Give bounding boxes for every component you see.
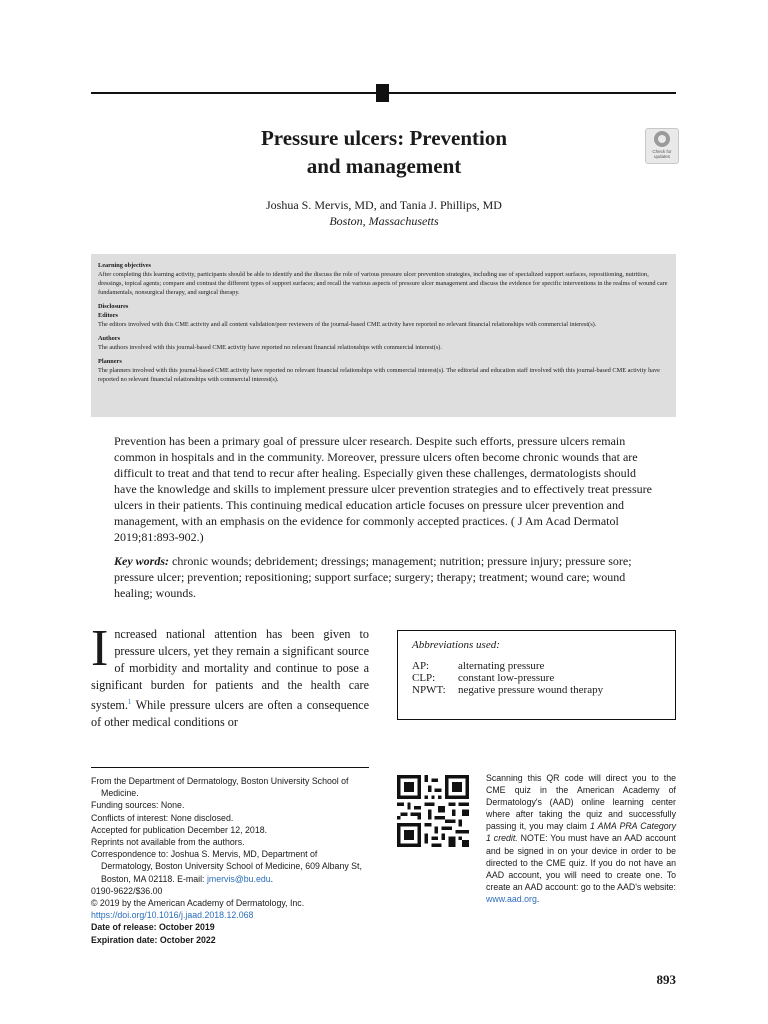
abstract: Prevention has been a primary goal of pressure ulcer research. Despite such efforts, pressure ulcers remain common in hospitals and in the community. Moreover, pressure ulcers often become chronic wounds that are difficult to treat and that tend to recur after healing. Especially given these challenges, dermatologists should have the knowledge and skills to implement pressure ulcer prevention strategies and to effectively treat pressure ulcers in their patients. This continuing medical education article focuses on pressure ulcer prevention and management, with an emphasis on the evidence for commonly accepted practices. ( J Am Acad Dermatol 2019;81:893-902.) — [114, 434, 652, 544]
abbreviation-key: NPWT: — [412, 684, 446, 696]
copyright-note: © 2019 by the American Academy of Dermatology, Inc. — [91, 898, 305, 909]
abbreviation-key: CLP: — [412, 672, 436, 684]
objectives-text: After completing this learning activity, participants should be able to identify and the discuss the role of various pressure ulcer prevention strategies, including use of specialized support surfaces, repositioning, nutrition, dressings, topical agents; compare and contrast the different types of support surfaces; and recall the various aspects of pressure ulcer management and discuss the evidence for specific interventions in the realms of wound care fundamentals, nonsurgical therapy, and surgical therapy. — [98, 271, 668, 296]
correspondence-note — [91, 848, 369, 885]
planners-heading: Planners — [98, 358, 122, 365]
funding-note: Funding sources: None. — [91, 800, 185, 811]
author-names: Joshua S. Mervis, MD, and Tania J. Phillips, MD — [266, 198, 502, 212]
affiliation-note: From the Department of Dermatology, Boston University School of Medicine. — [91, 776, 349, 799]
release-date: Date of release: October 2019 — [91, 922, 215, 933]
drop-cap: I — [91, 620, 109, 677]
author-location: Boston, Massachusetts — [329, 214, 439, 228]
correspondence-end: . — [270, 873, 274, 884]
article-title — [150, 124, 618, 180]
expiration-date: Expiration date: October 2022 — [91, 934, 216, 945]
authors-disclosure-text: The authors involved with this journal-based CME activity have reported no relevant financial relationships with commercial interest(s). — [98, 344, 442, 351]
reference-link[interactable]: 1 — [127, 698, 132, 706]
footnotes — [91, 775, 369, 946]
abbreviations-box — [397, 630, 676, 720]
objectives-heading: Learning objectives — [98, 262, 151, 269]
keywords-label: Key words: — [114, 554, 169, 568]
check-for-updates-badge[interactable] — [645, 128, 679, 164]
qr-text-2: NOTE: You must have an AAD account and be signed in on your device in order to be directed to the CME quiz. If you do not have an AAD account, you will need to create one. To create an AAD account: go to the AAD's website: — [486, 833, 677, 892]
qr-text-end: . — [536, 893, 540, 904]
planners-text: The planners involved with this journal-based CME activity have reported no relevant financial relationships with commercial interest(s). The editorial and education staff involved with this journal-based CME activity have reported no relevant financial relationships with commercial interest(s). — [98, 367, 660, 383]
title-line-1: Pressure ulcers: Prevention — [260, 126, 508, 150]
correspondence-text: Correspondence to: Joshua S. Mervis, MD, Department of Dermatology, Boston University School of Medicine, 609 Albany St, Boston, MA 02118. E-mail: — [91, 849, 362, 884]
accepted-note: Accepted for publication December 12, 2018. — [91, 824, 268, 835]
editors-text: The editors involved with this CME activity and all content validation/peer reviewers of the journal-based CME activity have reported no relevant financial relationships with commercial interest(s). — [98, 321, 597, 328]
abbreviation-value: constant low-pressure — [458, 672, 555, 684]
footnote-rule — [91, 767, 369, 768]
email-link[interactable]: jmervis@bu.edu — [206, 873, 271, 884]
price-note: 0190-9622/$36.00 — [91, 885, 163, 896]
credit-text: 1 AMA PRA Category 1 credit. — [486, 821, 677, 844]
qr-instructions — [486, 772, 676, 905]
update-icon — [654, 131, 670, 147]
abbreviation-row — [412, 672, 661, 684]
authors-heading: Authors — [98, 335, 121, 342]
cme-information-box — [91, 254, 676, 417]
keywords — [114, 553, 654, 601]
disclosures-heading: Disclosures — [98, 303, 129, 310]
page-number: 893 — [656, 972, 676, 987]
abbreviation-row — [412, 660, 661, 672]
doi-link[interactable]: https://doi.org/10.1016/j.jaad.2018.12.068 — [91, 910, 254, 921]
abbreviation-value: alternating pressure — [458, 660, 545, 672]
reprints-note: Reprints not available from the authors. — [91, 837, 245, 848]
aad-website-link[interactable]: www.aad.org — [486, 893, 537, 904]
author-block — [150, 197, 618, 229]
badge-label: Check for updates — [652, 149, 672, 159]
intro-text-1: ncreased national attention has been given to pressure ulcers, yet they remain a significant source of morbidity and mortality and continue to pose a significant burden for patients and the health care system. — [91, 627, 369, 713]
abbreviation-row — [412, 684, 661, 696]
intro-paragraph — [91, 620, 369, 731]
title-line-2: and management — [306, 154, 462, 178]
qr-code-icon[interactable] — [397, 775, 469, 847]
editors-heading: Editors — [98, 312, 118, 319]
intro-text-2: While pressure ulcers are often a consequence of other medical conditions or — [91, 698, 369, 730]
keywords-text: chronic wounds; debridement; dressings; management; nutrition; pressure injury; pressure sore; pressure ulcer; prevention; repositioning; support surface; surgery; therapy; treatment; wound care; wound healing; wounds. — [114, 554, 632, 600]
conflicts-note: Conflicts of interest: None disclosed. — [91, 812, 234, 823]
qr-text-1: Scanning this QR code will direct you to the CME quiz in the American Academy of Dermatology's (AAD) online learning center where after taking the quiz and successfully passing it, you may claim — [486, 773, 676, 832]
abbreviation-value: negative pressure wound therapy — [458, 684, 604, 696]
abbreviations-title: Abbreviations used: — [412, 639, 500, 651]
abbreviation-key: AP: — [412, 660, 430, 672]
header-marker — [376, 84, 389, 102]
